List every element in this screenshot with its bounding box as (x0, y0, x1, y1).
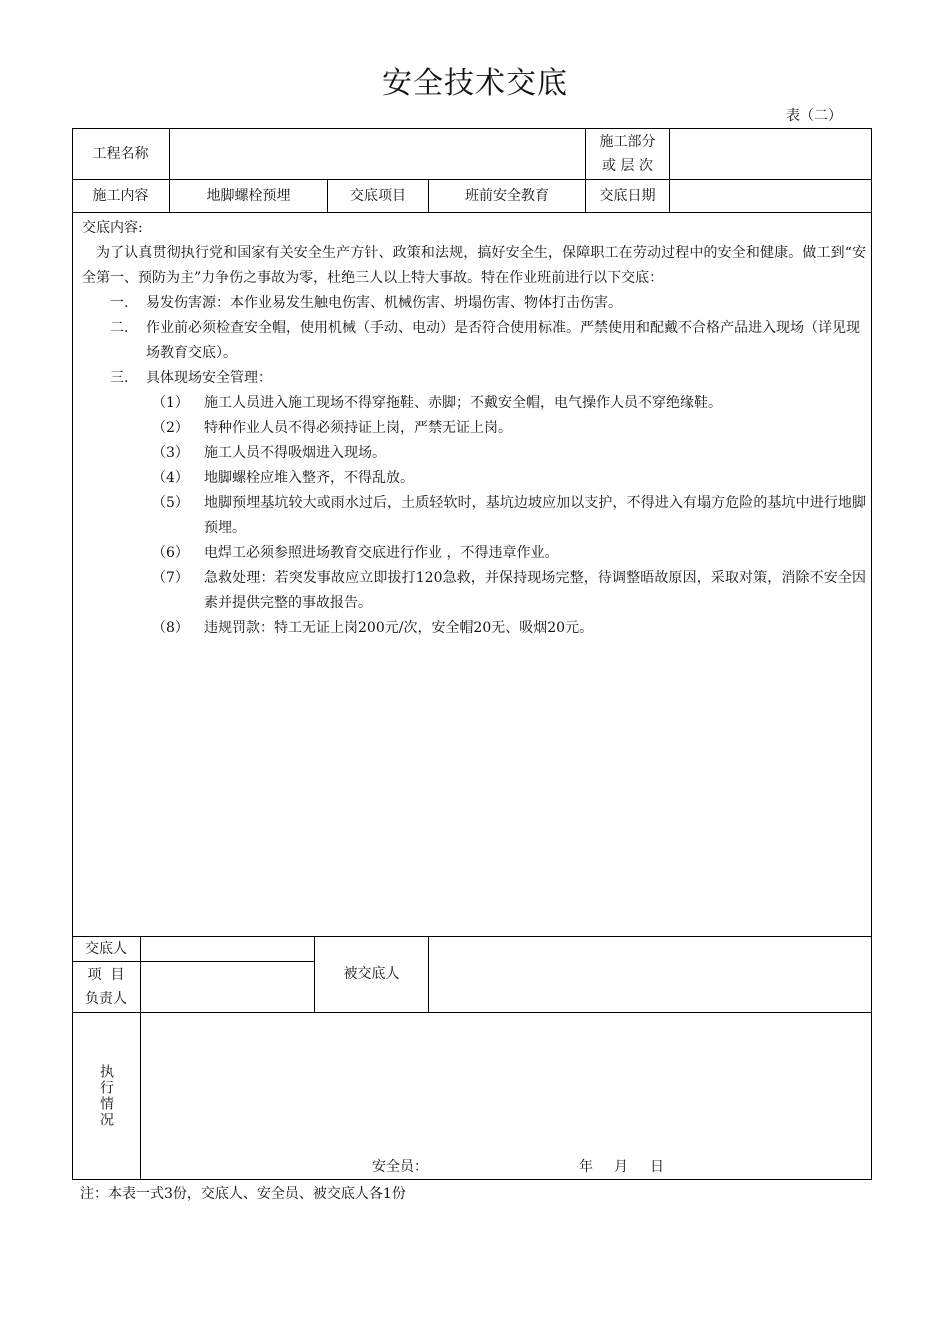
content-sections (82, 291, 866, 641)
rule-item (82, 491, 866, 541)
disclosure-date-label: 交底日期 (599, 187, 656, 204)
execution-label (72, 1012, 140, 1180)
rule-item-number: （8） (152, 620, 189, 636)
section-item (82, 316, 866, 366)
footnote: 注：本表一式3份，交底人、安全员、被交底人各1份 (80, 1186, 406, 1202)
project-name-value[interactable] (170, 128, 585, 179)
form-number: 表（二） (786, 108, 842, 124)
rule-item-number: （4） (152, 470, 189, 486)
disclosure-date-value[interactable] (670, 179, 872, 212)
project-manager-label-line2: 负责人 (85, 990, 127, 1007)
project-manager-label (72, 961, 140, 1012)
project-manager-label-line1: 项 目 (87, 966, 125, 983)
rule-item-text: 违规罚款：特工无证上岗200元/次，安全帽20无、吸烟20元。 (204, 620, 594, 636)
project-manager-value[interactable] (141, 961, 314, 1012)
receiver-label: 被交底人 (343, 966, 400, 982)
rule-item (82, 566, 866, 616)
rule-item-text: 地脚螺栓应堆入整齐，不得乱放。 (204, 470, 414, 486)
date-day: 日 (650, 1159, 664, 1175)
rule-item-text: 地脚预埋基坑较大或雨水过后，土质轻软时，基坑边坡应加以支护，不得进入有塌方危险的基坑中进行地脚预埋。 (204, 495, 866, 536)
rule-item (82, 391, 866, 416)
section-item-text: 易发伤害源：本作业易发生触电伤害、机械伤害、坍塌伤害、物体打击伤害。 (146, 295, 622, 311)
rule-item-text: 急救处理：若突发事故应立即拔打120急救，并保持现场完整，待调整晤故原因，采取对策，消除不安全因素并提供完整的事故报告。 (204, 570, 866, 611)
rule-item-number: （2） (152, 420, 189, 436)
rule-item-number: （6） (152, 545, 189, 561)
rule-item-text: 施工人员进入施工现场不得穿拖鞋、赤脚；不戴安全帽，电气操作人员不穿绝缘鞋。 (204, 395, 722, 411)
section-item (82, 291, 866, 316)
construction-part-value[interactable] (670, 128, 872, 179)
section-item-number: 二. (110, 320, 129, 336)
disclosure-item-value: 班前安全教育 (465, 187, 549, 204)
construction-content-label: 施工内容 (92, 187, 149, 204)
section-item-text: 作业前必须检查安全帽，使用机械（手动、电动）是否符合使用标准。严禁使用和配戴不合格产品进入现场（详见现场教育交底）。 (146, 320, 860, 361)
rule-item-text: 施工人员不得吸烟进入现场。 (204, 445, 386, 461)
receiver-value[interactable] (429, 936, 872, 1012)
construction-part-label-line1: 施工部分 (599, 133, 656, 150)
rule-item (82, 441, 866, 466)
date-year: 年 (579, 1159, 593, 1175)
safety-officer-label: 安全员： (372, 1159, 428, 1175)
rule-item (82, 466, 866, 491)
rule-item-number: （7） (152, 570, 189, 586)
rule-item-number: （5） (152, 495, 189, 511)
content-heading: 交底内容: (82, 220, 143, 236)
date-month: 月 (614, 1159, 628, 1175)
content-intro: 为了认真贯彻执行党和国家有关安全生产方针、政策和法规，搞好安全生，保障职工在劳动过程中的安全和健康。做工到“安全第一、预防为主”力争伤之事故为零，杜绝三人以上特大事故。特在作业班前进行以下交底： (82, 245, 866, 286)
execution-value[interactable] (141, 1012, 872, 1152)
rule-item-text: 特种作业人员不得必须持证上岗，严禁无证上岗。 (204, 420, 512, 436)
rule-item-number: （3） (152, 445, 189, 461)
section-item (82, 366, 866, 391)
rule-item (82, 416, 866, 441)
disclosure-content (82, 216, 866, 641)
rule-item (82, 541, 866, 566)
rule-item-number: （1） (152, 395, 189, 411)
section-item-number: 一. (110, 295, 129, 311)
row-divider (72, 212, 872, 213)
disclosure-item-label: 交底项目 (350, 187, 406, 204)
rule-item (82, 616, 866, 641)
construction-content-value: 地脚螺栓预埋 (206, 187, 291, 204)
discloser-label: 交底人 (85, 940, 127, 957)
section-item-text: 具体现场安全管理： (146, 370, 272, 386)
project-name-label: 工程名称 (92, 145, 149, 162)
rule-item-text: 电焊工必须参照进场教育交底进行作业 ，不得违章作业。 (204, 545, 559, 561)
section-item-number: 三. (110, 370, 129, 386)
discloser-value[interactable] (141, 936, 314, 961)
construction-part-label (586, 128, 669, 179)
construction-part-label-line2: 或 层 次 (602, 157, 653, 174)
execution-label-text: 执行情况 (98, 1064, 114, 1128)
page-title: 安全技术交底 (382, 66, 568, 101)
